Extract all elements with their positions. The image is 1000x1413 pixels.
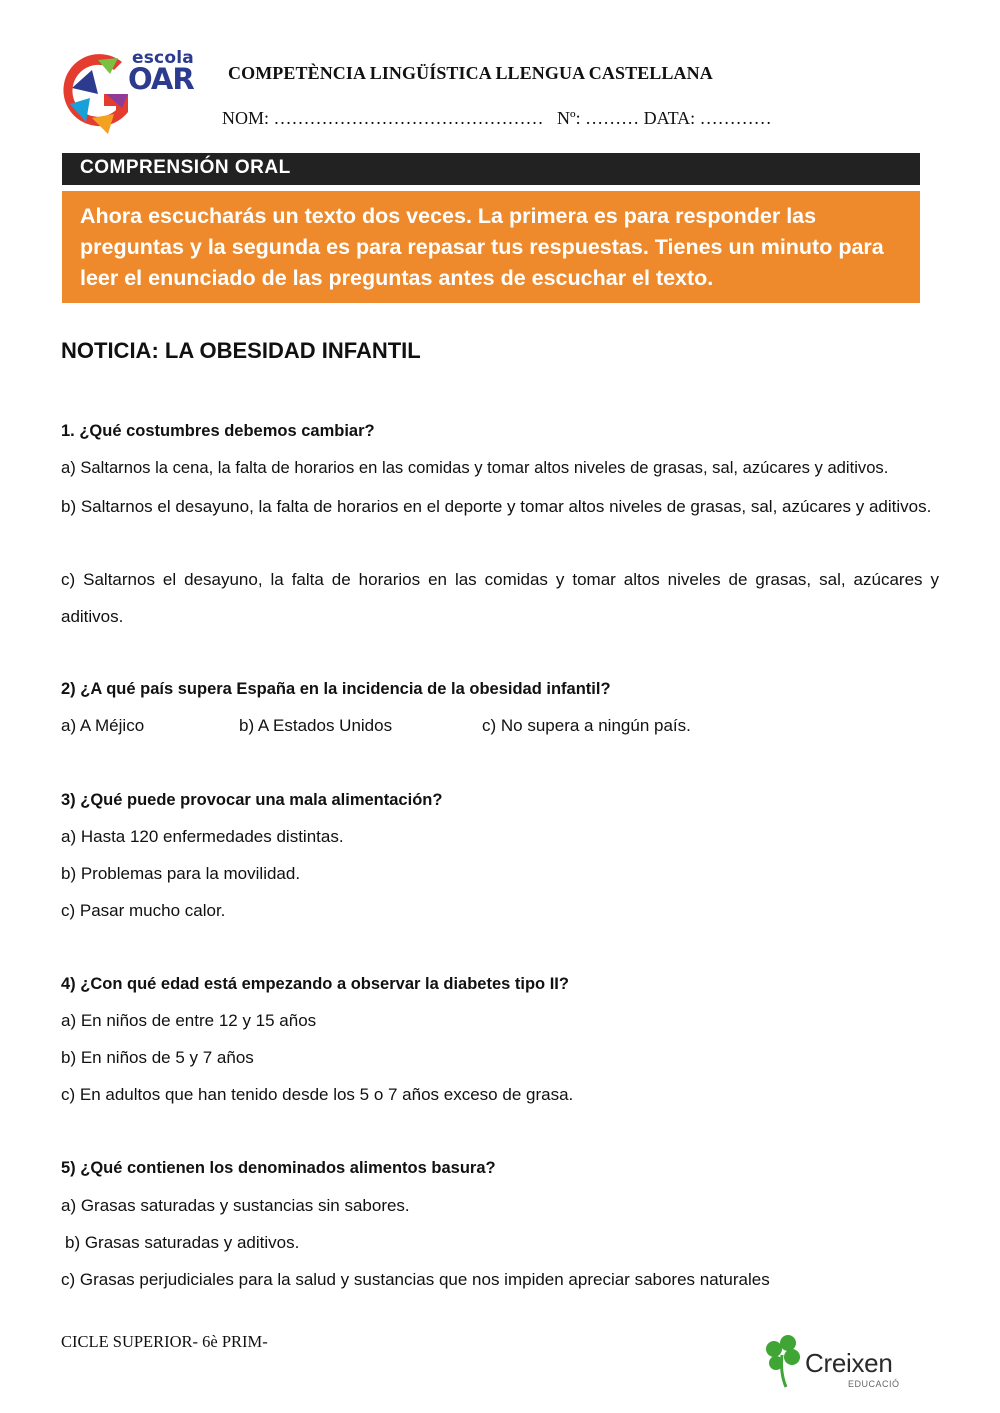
instructions-box <box>62 191 920 303</box>
question-5-option-c: c) Grasas perjudiciales para la salud y sustancias que nos impiden apreciar sabores naturales <box>61 1270 770 1289</box>
question-3-option-c: c) Pasar mucho calor. <box>61 901 226 920</box>
question-1-option-c: c) Saltarnos el desayuno, la falta de horarios en las comidas y tomar altos niveles de grasas, sal, azúcares y aditivos. <box>61 570 939 626</box>
question-5-option-a: a) Grasas saturadas y sustancias sin sabores. <box>61 1196 410 1215</box>
page-title: NOTICIA: LA OBESIDAD INFANTIL <box>61 338 421 363</box>
question-3-option-a: a) Hasta 120 enfermedades distintas. <box>61 827 344 846</box>
question-1-option-b: b) Saltarnos el desayuno, la falta de horarios en el deporte y tomar altos niveles de grasas, sal, azúcares y aditivos. <box>61 497 932 516</box>
question-4-option-b: b) En niños de 5 y 7 años <box>61 1048 254 1067</box>
question-4: 4) ¿Con qué edad está empezando a observar la diabetes tipo II? <box>61 975 569 993</box>
creixen-brand-text: Creixen <box>805 1348 893 1378</box>
section-bar-label: COMPRENSIÓN ORAL <box>80 157 291 178</box>
question-5: 5) ¿Qué contienen los denominados alimentos basura? <box>61 1159 496 1177</box>
logo-escola-text: escola <box>132 48 194 68</box>
question-3: 3) ¿Qué puede provocar una mala alimentación? <box>61 791 443 809</box>
question-2-option-c: c) No supera a ningún país. <box>482 716 691 735</box>
creixen-brand-subtext: EDUCACIÓ <box>848 1379 900 1389</box>
question-1: 1. ¿Qué costumbres debemos cambiar? <box>61 422 375 440</box>
logo-oar-text: OAR <box>128 62 194 96</box>
question-3-option-b: b) Problemas para la movilidad. <box>61 864 301 883</box>
question-5-option-b: b) Grasas saturadas y aditivos. <box>65 1233 300 1252</box>
question-4-option-a: a) En niños de entre 12 y 15 años <box>61 1011 317 1030</box>
footer-cycle-label: CICLE SUPERIOR- 6è PRIM- <box>61 1332 268 1351</box>
question-2-option-a: a) A Méjico <box>61 716 145 735</box>
question-2: 2) ¿A qué país supera España en la incidencia de la obesidad infantil? <box>61 680 611 698</box>
section-bar <box>62 153 920 185</box>
question-2-option-b: b) A Estados Unidos <box>239 716 393 735</box>
question-1-option-a: a) Saltarnos la cena, la falta de horarios en las comidas y tomar altos niveles de grasas, sal, azúcares y aditivos. <box>61 458 889 477</box>
student-info-fields: NOM: ……………………………………… Nº: ……… DATA: ………… <box>222 108 772 128</box>
question-4-option-c: c) En adultos que han tenido desde los 5 o 7 años exceso de grasa. <box>61 1085 574 1104</box>
document-header-title: COMPETÈNCIA LINGÜÍSTICA LLENGUA CASTELLANA <box>228 63 713 83</box>
instructions-text: Ahora escucharás un texto dos veces. La primera es para responder las preguntas y la segunda es para repasar tus respuestas. Tienes un minuto para leer el enunciado de las preguntas antes de escuchar el texto. <box>80 204 884 290</box>
